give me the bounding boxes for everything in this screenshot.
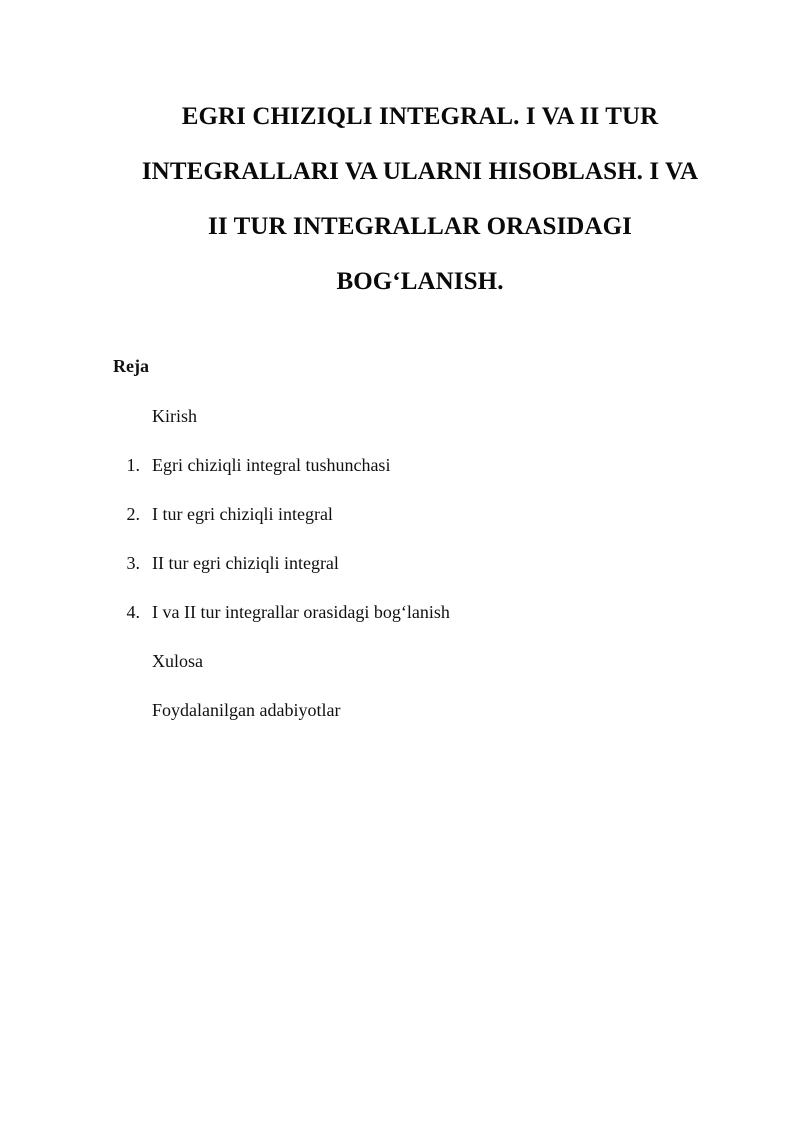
title-line-3: II TUR INTEGRALLAR ORASIDAGI xyxy=(208,212,632,240)
outline-item-label: Kirish xyxy=(152,406,197,426)
outline-item-xulosa xyxy=(113,649,713,698)
outline-item-label: Foydalanilgan adabiyotlar xyxy=(152,700,341,720)
plan-heading: Reja xyxy=(113,356,149,376)
outline-item-kirish xyxy=(113,404,713,453)
outline-item-label: II tur egri chiziqli integral xyxy=(152,553,339,573)
outline-item-label: I va II tur integrallar orasidagi bog‘lanish xyxy=(152,602,450,622)
outline-marker: 3. xyxy=(126,553,140,573)
outline-item-3 xyxy=(113,551,713,600)
outline-item-label: I tur egri chiziqli integral xyxy=(152,504,333,524)
outline-marker: 1. xyxy=(126,455,140,475)
outline-item-1 xyxy=(113,453,713,502)
title-line-4: BOG‘LANISH. xyxy=(336,267,504,295)
outline-item-label: Xulosa xyxy=(152,651,203,671)
outline-item-label: Egri chiziqli integral tushunchasi xyxy=(152,455,391,475)
document-title xyxy=(96,89,744,309)
outline-item-references xyxy=(113,698,713,747)
title-line-2: INTEGRALLARI VA ULARNI HISOBLASH. I VA xyxy=(141,157,699,185)
outline-item-4 xyxy=(113,600,713,649)
outline-item-2 xyxy=(113,502,713,551)
title-line-1: EGRI CHIZIQLI INTEGRAL. I VA II TUR xyxy=(181,102,659,130)
outline-marker: 4. xyxy=(126,602,140,622)
outline-marker: 2. xyxy=(126,504,140,524)
outline-list xyxy=(113,404,713,747)
